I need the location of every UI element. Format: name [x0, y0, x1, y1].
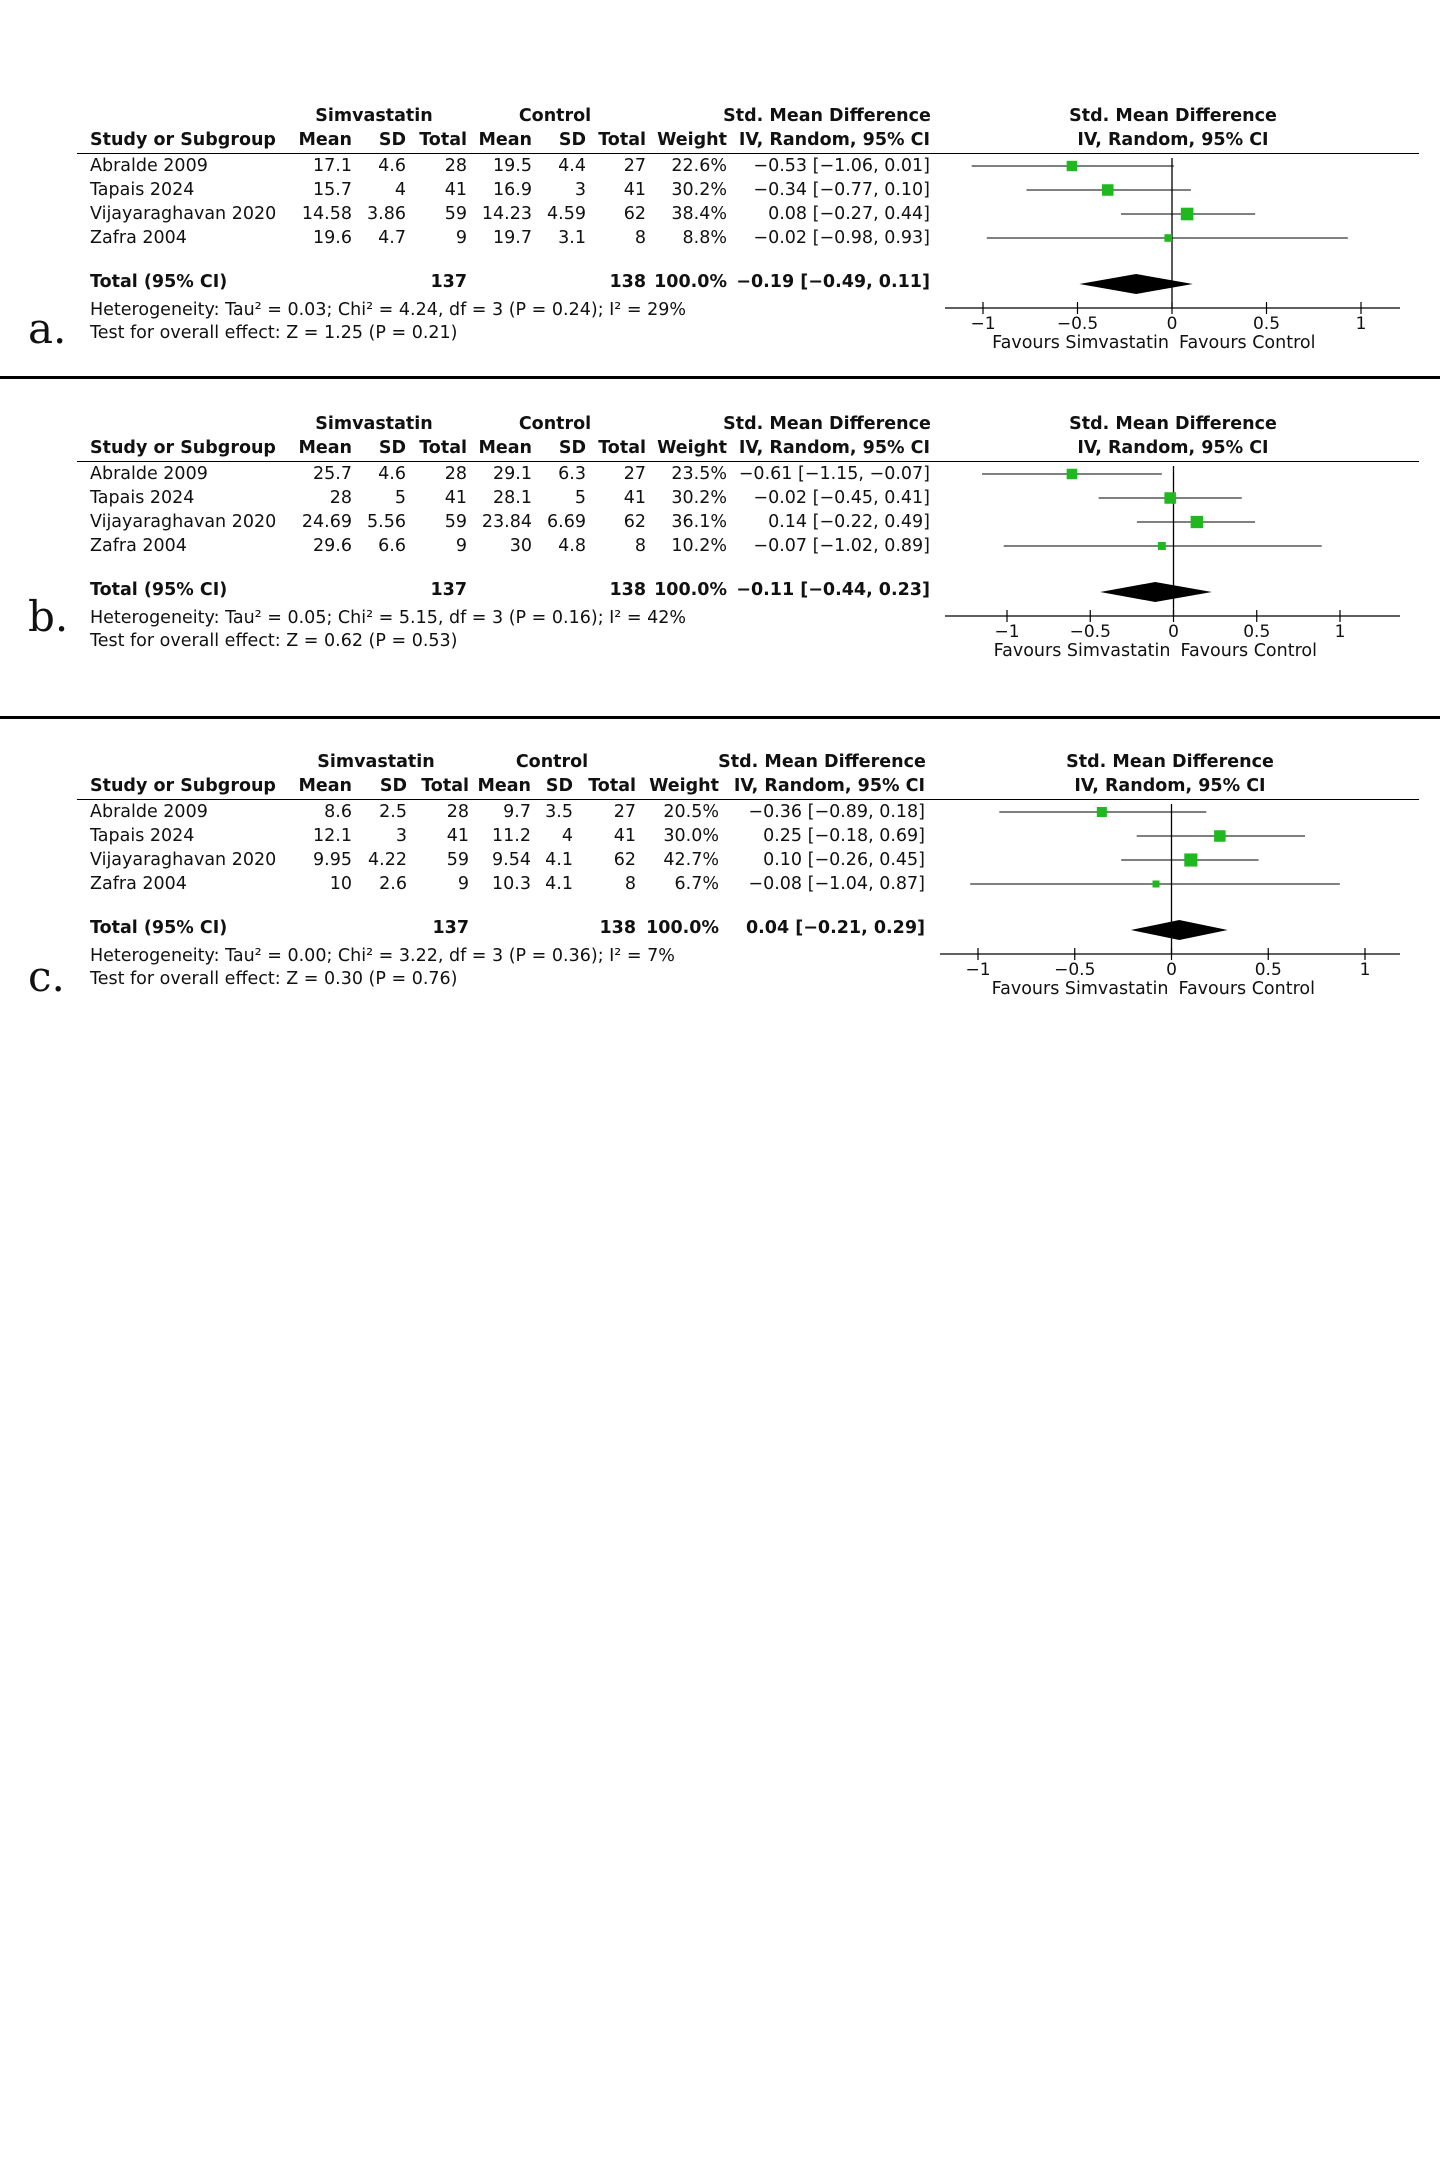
- mean1-value: 8.6: [324, 802, 352, 822]
- sd1-value: 4.6: [378, 464, 406, 484]
- mean1-value: 19.6: [313, 228, 352, 248]
- weight-value: 6.7%: [674, 874, 719, 894]
- mean2-value: 29.1: [493, 464, 532, 484]
- ci-value: −0.02 [−0.45, 0.41]: [753, 488, 930, 508]
- sd1-value: 3: [395, 826, 407, 846]
- x-tick-label: 0.5: [1254, 960, 1282, 980]
- ci-value: −0.02 [−0.98, 0.93]: [753, 228, 930, 248]
- group2-header: Control: [518, 106, 592, 126]
- study-weight-marker: [1184, 853, 1197, 866]
- sd1-value: 3.86: [367, 204, 406, 224]
- total-weight: 100.0%: [654, 580, 727, 600]
- plot-method-header: IV, Random, 95% CI: [1074, 776, 1266, 796]
- total2-value: 41: [623, 488, 646, 508]
- overall-effect-text: Test for overall effect: Z = 0.62 (P = 0.53): [90, 631, 458, 651]
- mean1-value: 17.1: [313, 156, 352, 176]
- sd1-value: 4.7: [378, 228, 406, 248]
- sd2-value: 4.4: [558, 156, 586, 176]
- mean2-column-header: Mean: [478, 438, 532, 458]
- overall-effect-text: Test for overall effect: Z = 0.30 (P = 0.76): [90, 969, 458, 989]
- favours-left-label: Favours Simvastatin: [993, 641, 1171, 661]
- total-label: Total (95% CI): [90, 580, 228, 600]
- mean1-value: 10: [329, 874, 352, 894]
- mean1-value: 29.6: [313, 536, 352, 556]
- total-label: Total (95% CI): [90, 272, 228, 292]
- total2-value: 8: [634, 228, 646, 248]
- study-weight-marker: [1153, 880, 1160, 887]
- total2-column-header: Total: [598, 130, 646, 150]
- x-tick-label: −1: [970, 314, 996, 334]
- total-ci: −0.11 [−0.44, 0.23]: [736, 580, 930, 600]
- sd2-value: 6.3: [558, 464, 586, 484]
- study-weight-marker: [1097, 807, 1107, 817]
- study-weight-marker: [1181, 208, 1194, 221]
- ci-value: 0.08 [−0.27, 0.44]: [768, 204, 930, 224]
- sd2-value: 3.5: [545, 802, 573, 822]
- x-tick-label: 1: [1355, 314, 1367, 334]
- mean2-value: 10.3: [492, 874, 531, 894]
- forest-plot: [940, 742, 1420, 1012]
- study-name: Vijayaraghavan 2020: [90, 850, 277, 870]
- study-weight-marker: [1191, 516, 1203, 528]
- sd1-value: 6.6: [378, 536, 406, 556]
- x-tick-label: 0: [1166, 960, 1177, 980]
- total1-value: 59: [446, 850, 469, 870]
- mean2-value: 28.1: [493, 488, 532, 508]
- total1-value: 41: [446, 826, 469, 846]
- mean1-value: 28: [329, 488, 352, 508]
- total1-value: 9: [457, 874, 469, 894]
- favours-left-label: Favours Simvastatin: [991, 979, 1169, 999]
- effect-title-header: Std. Mean Difference: [723, 106, 931, 126]
- ci-value: −0.34 [−0.77, 0.10]: [753, 180, 930, 200]
- sd1-value: 2.5: [379, 802, 407, 822]
- x-tick-label: −0.5: [1069, 622, 1111, 642]
- ci-value: −0.36 [−0.89, 0.18]: [748, 802, 925, 822]
- ci-value: 0.10 [−0.26, 0.45]: [763, 850, 925, 870]
- effect-method-header: IV, Random, 95% CI: [738, 130, 930, 150]
- total-ci: −0.19 [−0.49, 0.11]: [736, 272, 930, 292]
- favours-left-label: Favours Simvastatin: [992, 333, 1169, 353]
- total1-sum: 137: [432, 918, 469, 938]
- pooled-effect-diamond: [1079, 274, 1192, 294]
- sd1-column-header: SD: [378, 130, 406, 150]
- effect-method-header: IV, Random, 95% CI: [738, 438, 930, 458]
- weight-value: 22.6%: [671, 156, 727, 176]
- panel-letter: b.: [28, 592, 69, 641]
- x-tick-label: −1: [965, 960, 991, 980]
- sd2-value: 3.1: [558, 228, 586, 248]
- ci-value: −0.08 [−1.04, 0.87]: [748, 874, 925, 894]
- total1-value: 9: [455, 536, 467, 556]
- weight-value: 30.0%: [663, 826, 719, 846]
- study-weight-marker: [1164, 234, 1172, 242]
- study-column-header: Study or Subgroup: [90, 130, 276, 150]
- ci-value: −0.61 [−1.15, −0.07]: [738, 464, 930, 484]
- mean2-value: 9.54: [492, 850, 531, 870]
- weight-value: 42.7%: [663, 850, 719, 870]
- sd2-value: 6.69: [547, 512, 586, 532]
- study-name: Vijayaraghavan 2020: [90, 204, 277, 224]
- favours-right-label: Favours Control: [1180, 641, 1317, 661]
- study-name: Zafra 2004: [90, 536, 187, 556]
- study-name: Tapais 2024: [90, 180, 195, 200]
- study-name: Abralde 2009: [90, 156, 208, 176]
- total1-value: 59: [444, 204, 467, 224]
- mean2-value: 14.23: [481, 204, 532, 224]
- mean1-value: 12.1: [313, 826, 352, 846]
- total2-value: 41: [623, 180, 646, 200]
- mean1-value: 24.69: [301, 512, 352, 532]
- forest-panel-b: [0, 404, 1440, 704]
- total2-value: 62: [623, 512, 646, 532]
- mean1-column-header: Mean: [298, 438, 352, 458]
- mean2-value: 16.9: [493, 180, 532, 200]
- weight-value: 10.2%: [671, 536, 727, 556]
- study-weight-marker: [1214, 830, 1225, 841]
- total-label: Total (95% CI): [90, 918, 228, 938]
- effect-title-header: Std. Mean Difference: [723, 414, 931, 434]
- sd2-column-header: SD: [558, 130, 586, 150]
- total1-column-header: Total: [419, 438, 467, 458]
- total2-column-header: Total: [598, 438, 646, 458]
- weight-value: 30.2%: [671, 180, 727, 200]
- sd2-value: 5: [574, 488, 586, 508]
- weight-column-header: Weight: [657, 130, 727, 150]
- sd1-value: 4.6: [378, 156, 406, 176]
- sd2-value: 4.1: [545, 850, 573, 870]
- group2-header: Control: [518, 414, 592, 434]
- panel-letter: a.: [28, 304, 67, 353]
- study-weight-marker: [1102, 184, 1114, 196]
- panel-divider: [0, 716, 1440, 719]
- sd2-value: 4.59: [547, 204, 586, 224]
- total1-value: 28: [444, 156, 467, 176]
- total1-value: 41: [444, 180, 467, 200]
- mean2-value: 11.2: [492, 826, 531, 846]
- study-name: Abralde 2009: [90, 464, 208, 484]
- plot-title-header: Std. Mean Difference: [1069, 414, 1277, 434]
- total2-value: 62: [623, 204, 646, 224]
- sd1-value: 2.6: [379, 874, 407, 894]
- sd2-column-header: SD: [558, 438, 586, 458]
- study-weight-marker: [1158, 542, 1166, 550]
- x-tick-label: −0.5: [1056, 314, 1099, 334]
- x-tick-label: 0.5: [1252, 314, 1281, 334]
- group1-header: Simvastatin: [315, 106, 433, 126]
- x-tick-label: 0.5: [1243, 622, 1271, 642]
- forest-panel-c: [0, 742, 1440, 1042]
- forest-panel-a: [0, 96, 1440, 396]
- mean1-column-header: Mean: [298, 776, 352, 796]
- x-tick-label: −1: [994, 622, 1020, 642]
- weight-value: 38.4%: [671, 204, 727, 224]
- weight-value: 23.5%: [671, 464, 727, 484]
- group2-header: Control: [515, 752, 589, 772]
- mean2-value: 30: [509, 536, 532, 556]
- forest-plot: [940, 404, 1420, 674]
- sd2-value: 3: [574, 180, 586, 200]
- pooled-effect-diamond: [1100, 582, 1212, 602]
- panel-divider: [0, 376, 1440, 379]
- sd2-value: 4: [561, 826, 573, 846]
- plot-method-header: IV, Random, 95% CI: [1077, 130, 1269, 150]
- pooled-effect-diamond: [1131, 920, 1228, 940]
- ci-value: 0.14 [−0.22, 0.49]: [768, 512, 930, 532]
- sd1-value: 4: [394, 180, 406, 200]
- heterogeneity-text: Heterogeneity: Tau² = 0.00; Chi² = 3.22, df = 3 (P = 0.36); I² = 7%: [90, 946, 675, 966]
- sd1-value: 5.56: [367, 512, 406, 532]
- study-weight-marker: [1067, 161, 1077, 171]
- total2-value: 27: [623, 464, 646, 484]
- sd1-column-header: SD: [379, 776, 407, 796]
- total1-value: 9: [455, 228, 467, 248]
- study-column-header: Study or Subgroup: [90, 776, 276, 796]
- mean1-value: 15.7: [313, 180, 352, 200]
- study-name: Zafra 2004: [90, 874, 187, 894]
- total2-value: 62: [613, 850, 636, 870]
- x-tick-label: 0: [1166, 314, 1178, 334]
- effect-title-header: Std. Mean Difference: [718, 752, 926, 772]
- total1-column-header: Total: [419, 130, 467, 150]
- weight-column-header: Weight: [657, 438, 727, 458]
- total-weight: 100.0%: [646, 918, 719, 938]
- total1-sum: 137: [430, 580, 467, 600]
- study-name: Tapais 2024: [90, 488, 195, 508]
- mean1-value: 14.58: [301, 204, 352, 224]
- study-name: Tapais 2024: [90, 826, 195, 846]
- sd2-value: 4.8: [558, 536, 586, 556]
- mean2-column-header: Mean: [477, 776, 531, 796]
- total1-column-header: Total: [421, 776, 469, 796]
- total2-value: 27: [613, 802, 636, 822]
- total1-value: 28: [446, 802, 469, 822]
- x-tick-label: −0.5: [1054, 960, 1096, 980]
- x-tick-label: 1: [1359, 960, 1371, 980]
- total1-value: 41: [444, 488, 467, 508]
- mean2-value: 23.84: [481, 512, 532, 532]
- study-column-header: Study or Subgroup: [90, 438, 276, 458]
- heterogeneity-text: Heterogeneity: Tau² = 0.05; Chi² = 5.15, df = 3 (P = 0.16); I² = 42%: [90, 608, 687, 628]
- total2-sum: 138: [609, 272, 646, 292]
- total2-value: 8: [624, 874, 636, 894]
- mean2-value: 19.7: [493, 228, 532, 248]
- study-weight-marker: [1067, 469, 1078, 480]
- weight-value: 36.1%: [671, 512, 727, 532]
- total-ci: 0.04 [−0.21, 0.29]: [745, 918, 925, 938]
- group1-header: Simvastatin: [315, 414, 433, 434]
- weight-column-header: Weight: [649, 776, 719, 796]
- heterogeneity-text: Heterogeneity: Tau² = 0.03; Chi² = 4.24, df = 3 (P = 0.24); I² = 29%: [90, 300, 687, 320]
- ci-value: −0.07 [−1.02, 0.89]: [753, 536, 930, 556]
- total1-value: 28: [444, 464, 467, 484]
- total1-value: 59: [444, 512, 467, 532]
- study-weight-marker: [1164, 492, 1176, 504]
- total2-sum: 138: [599, 918, 636, 938]
- study-name: Abralde 2009: [90, 802, 208, 822]
- effect-method-header: IV, Random, 95% CI: [733, 776, 925, 796]
- favours-right-label: Favours Control: [1178, 979, 1315, 999]
- mean2-column-header: Mean: [478, 130, 532, 150]
- plot-title-header: Std. Mean Difference: [1069, 106, 1277, 126]
- total2-value: 27: [623, 156, 646, 176]
- mean2-value: 9.7: [503, 802, 531, 822]
- mean1-value: 25.7: [313, 464, 352, 484]
- total-weight: 100.0%: [654, 272, 727, 292]
- x-tick-label: 0: [1168, 622, 1179, 642]
- total2-column-header: Total: [588, 776, 636, 796]
- group1-header: Simvastatin: [317, 752, 435, 772]
- total2-value: 8: [634, 536, 646, 556]
- total2-sum: 138: [609, 580, 646, 600]
- overall-effect-text: Test for overall effect: Z = 1.25 (P = 0.21): [90, 323, 458, 343]
- plot-method-header: IV, Random, 95% CI: [1077, 438, 1269, 458]
- total1-sum: 137: [430, 272, 467, 292]
- sd2-value: 4.1: [545, 874, 573, 894]
- weight-value: 20.5%: [663, 802, 719, 822]
- ci-value: −0.53 [−1.06, 0.01]: [753, 156, 930, 176]
- favours-right-label: Favours Control: [1179, 333, 1316, 353]
- total2-value: 41: [613, 826, 636, 846]
- sd1-value: 5: [394, 488, 406, 508]
- mean2-value: 19.5: [493, 156, 532, 176]
- mean1-value: 9.95: [313, 850, 352, 870]
- sd1-column-header: SD: [378, 438, 406, 458]
- plot-title-header: Std. Mean Difference: [1066, 752, 1274, 772]
- sd1-value: 4.22: [368, 850, 407, 870]
- x-tick-label: 1: [1334, 622, 1346, 642]
- study-name: Vijayaraghavan 2020: [90, 512, 277, 532]
- mean1-column-header: Mean: [298, 130, 352, 150]
- sd2-column-header: SD: [545, 776, 573, 796]
- study-name: Zafra 2004: [90, 228, 187, 248]
- weight-value: 8.8%: [682, 228, 727, 248]
- weight-value: 30.2%: [671, 488, 727, 508]
- forest-plot: [940, 96, 1420, 366]
- ci-value: 0.25 [−0.18, 0.69]: [763, 826, 925, 846]
- panel-letter: c.: [28, 952, 65, 1001]
